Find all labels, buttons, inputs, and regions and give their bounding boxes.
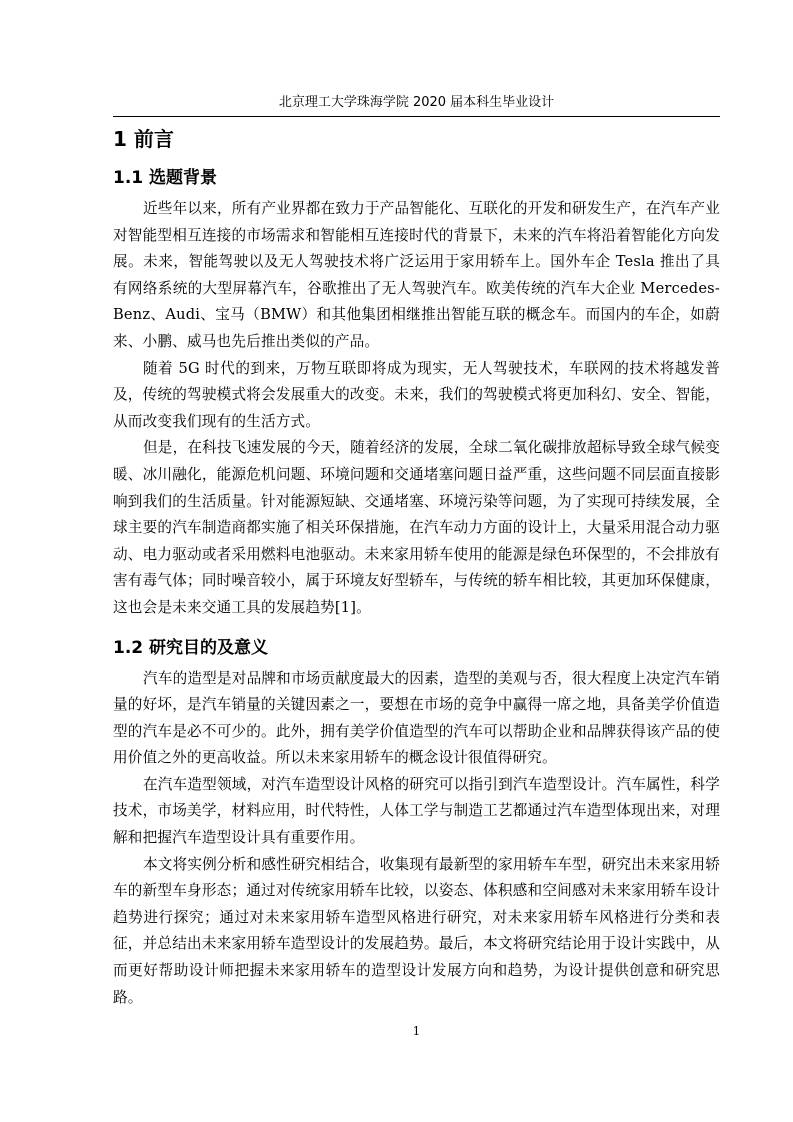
page-header: 北京理工大学珠海学院 2020 届本科生毕业设计 <box>113 94 720 117</box>
paragraph: 本文将实例分析和感性研究相结合，收集现有最新型的家用轿车车型，研究出未来家用轿车的新型车身形态；通过对传统家用轿车比较，以姿态、体积感和空间感对未来家用轿车设计趋势进行探究；通过对未来家用轿车造型风格进行研究，对未来家用轿车风格进行分类和表征，并总结出未来家用轿车造型设计的发展趋势。最后，本文将研究结论用于设计实践中，从而更好帮助设计师把握未来家用轿车的造型设计发展方向和趋势，为设计提供创意和研究思路。 <box>113 855 720 1006</box>
paragraph: 在汽车造型领域，对汽车造型设计风格的研究可以指引到汽车造型设计。汽车属性，科学技术，市场美学，材料应用，时代特性，人体工学与制造工艺都通过汽车造型体现出来，对理解和把握汽车造型设计具有重要作用。 <box>113 775 720 847</box>
page-content <box>113 122 720 1011</box>
chapter-title: 1 前言 <box>113 127 174 151</box>
paragraph: 但是，在科技飞速发展的今天，随着经济的发展，全球二氧化碳排放超标导致全球气候变暖、冰川融化，能源危机问题、环境问题和交通堵塞问题日益严重，这些问题不同层面直接影响到我们的生活质量。针对能源短缺、交通堵塞、环境污染等问题，为了实现可持续发展，全球主要的汽车制造商都实施了相关环保措施，在汽车动力方面的设计上，大量采用混合动力驱动、电力驱动或者采用燃料电池驱动。未来家用轿车使用的能源是绿色环保型的，不会排放有害有毒气体；同时噪音较小，属于环境友好型轿车，与传统的轿车相比较，其更加环保健康，这也会是未来交通工具的发展趋势[1]。 <box>113 439 720 616</box>
paragraph: 近些年以来，所有产业界都在致力于产品智能化、互联化的开发和研发生产，在汽车产业对智能型相互连接的市场需求和智能相互连接时代的背景下，未来的汽车将沿着智能化方向发展。未来，智能驾驶以及无人驾驶技术将广泛运用于家用轿车上。国外车企 Tesla 推出了具有网络系统的大型屏幕汽车，谷歌推出了无人驾驶汽车。欧美传统的汽车大企业 Mercedes-Benz、Audi、宝马（BMW）和其他集团相继推出智能互联的概念车。而国内的车企，如蔚来、小鹏、威马也先后推出类似的产品。 <box>113 200 720 350</box>
page-number: 1 <box>412 1024 421 1038</box>
paragraph: 随着 5G 时代的到来，万物互联即将成为现实，无人驾驶技术，车联网的技术将越发普及，传统的驾驶模式将会发展重大的改变。未来，我们的驾驶模式将更加科幻、安全、智能，从而改变我们现有的生活方式。 <box>113 359 720 430</box>
section-title-purpose: 1.2 研究目的及意义 <box>113 637 269 658</box>
paragraph: 汽车的造型是对品牌和市场贡献度最大的因素，造型的美观与否，很大程度上决定汽车销量的好坏，是汽车销量的关键因素之一，要想在市场的竞争中赢得一席之地，具备美学价值造型的汽车是必不可少的。此外，拥有美学价值造型的汽车可以帮助企业和品牌获得该产品的使用价值之外的更高收益。所以未来家用轿车的概念设计很值得研究。 <box>113 669 720 767</box>
section-title-background: 1.1 选题背景 <box>113 168 218 188</box>
